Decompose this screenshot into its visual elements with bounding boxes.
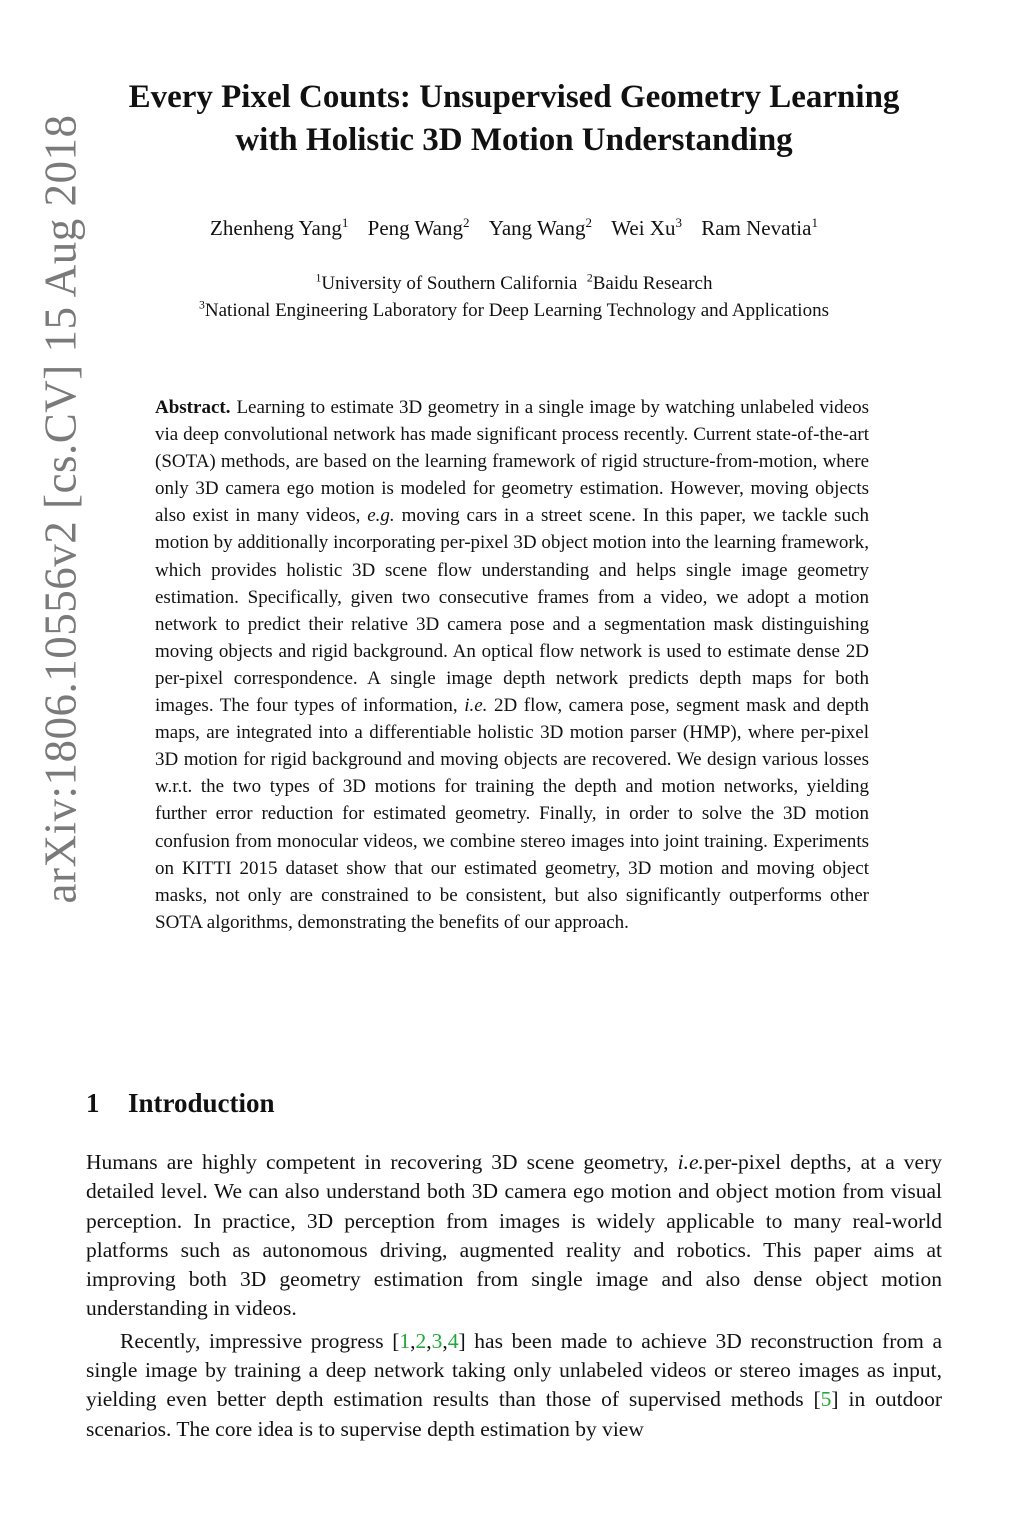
section-number: 1 <box>86 1088 100 1118</box>
author-name: Zhenheng Yang <box>210 216 342 240</box>
intro-paragraph-1 <box>86 1148 942 1324</box>
author-affil-mark: 1 <box>811 214 818 230</box>
author <box>210 216 348 240</box>
citation-link[interactable]: 4 <box>447 1328 459 1353</box>
citation-link[interactable]: 1 <box>399 1328 411 1353</box>
abstract-text: moving cars in a street scene. In this paper, we tackle such motion by additionally incorporating per-pixel 3D object motion into the learning framework, which provides holistic 3D scene flow understanding and helps single image geometry estimation. Specifically, given two consecutive frames from a video, we adopt a motion network to predict their relative 3D camera pose and a segmentation mask distinguishing moving objects and rigid background. An optical flow network is used to estimate dense 2D per-pixel correspondence. A single image depth network predicts depth maps for both images. The four types of information, <box>155 505 869 717</box>
author <box>611 216 682 240</box>
citation-link[interactable]: 2 <box>415 1328 427 1353</box>
author-name: Ram Nevatia <box>701 216 812 240</box>
abstract-text: Learning to estimate 3D geometry in a single image by watching unlabeled videos via deep convolutional network has made significant process recently. Current state-of-the-art (SOTA) methods, are based on the learning framework of rigid structure-from-motion, where only 3D camera ego motion is modeled for geometry estimation. However, moving objects also exist in many videos, <box>155 397 869 527</box>
affil-mark: 1 <box>315 271 322 285</box>
intro-paragraph-2: Recently, impressive progress [1,2,3,4] has been made to achieve 3D reconstruction from a single image by training a deep network taking only unlabeled videos or stereo images as input, yielding even better depth estimation results than those of supervised methods [5] in outdoor scenarios. The core idea is to supervise depth estimation by view <box>86 1328 942 1441</box>
author-list <box>96 216 932 241</box>
intro-text: ] in outdoor scenarios. The core idea is to supervise depth estimation by view <box>86 1387 942 1441</box>
affiliation-line-1 <box>96 270 932 297</box>
section-heading <box>86 1088 942 1119</box>
affiliations <box>96 270 932 324</box>
intro-text: Recently, impressive progress [ <box>120 1328 400 1353</box>
author <box>368 216 470 240</box>
affil-mark: 3 <box>199 298 205 312</box>
author-name: Yang Wang <box>488 216 586 240</box>
author-name: Wei Xu <box>611 216 676 240</box>
title-line-1: Every Pixel Counts: Unsupervised Geometry Learning <box>128 79 900 115</box>
affiliation: National Engineering Laboratory for Deep Learning Technology and Applications <box>204 300 829 321</box>
affiliation-line-2 <box>96 297 932 324</box>
introduction-body <box>86 1148 942 1444</box>
abstract-label: Abstract. <box>155 397 231 418</box>
author-affil-mark: 2 <box>462 214 470 230</box>
abstract-paragraph <box>155 394 869 936</box>
author-affil-mark: 3 <box>675 214 682 230</box>
section-title: Introduction <box>128 1088 275 1118</box>
affiliation: University of Southern California <box>321 273 578 294</box>
abstract-eg: e.g. <box>367 505 395 527</box>
intro-text: Humans are highly competent in recovering 3D scene geometry, <box>86 1150 678 1174</box>
intro-ie: i.e. <box>677 1150 704 1174</box>
author-name: Peng Wang <box>367 216 463 240</box>
citation-link[interactable]: 5 <box>820 1387 832 1412</box>
author <box>701 216 818 240</box>
intro-text: ] has been made to achieve 3D reconstruction from a single image by training a deep network taking only unlabeled videos or stereo images as input, yielding even better depth estimation results than those of supervised methods [ <box>86 1328 942 1412</box>
author <box>489 216 592 240</box>
author-affil-mark: 2 <box>585 214 592 230</box>
paper-title <box>96 76 932 162</box>
abstract-ie: i.e. <box>464 695 488 717</box>
citation-link[interactable]: 3 <box>431 1328 443 1353</box>
arxiv-identifier <box>26 60 94 958</box>
abstract-text: 2D flow, camera pose, segment mask and depth maps, are integrated into a differentiable holistic 3D motion parser (HMP), where per-pixel 3D motion for rigid background and moving objects are recovered. We design various losses w.r.t. the two types of 3D motions for training the depth and motion networks, yielding further error reduction for estimated geometry. Finally, in order to solve the 3D motion confusion from monocular videos, we combine stereo images into joint training. Experiments on KITTI 2015 dataset show that our estimated geometry, 3D motion and moving object masks, not only are constrained to be consistent, but also significantly outperforms other SOTA algorithms, demonstrating the benefits of our approach. <box>155 695 869 933</box>
title-line-2: with Holistic 3D Motion Understanding <box>235 122 793 158</box>
author-affil-mark: 1 <box>341 214 349 230</box>
arxiv-identifier-text: arXiv:1806.10556v2 [cs.CV] 15 Aug 2018 <box>35 114 86 904</box>
abstract <box>155 394 869 936</box>
affiliation: Baidu Research <box>592 273 713 294</box>
intro-text: per-pixel depths, at a very detailed level. We can also understand both 3D camera ego motion and object motion from visual perception. In practice, 3D perception from images is widely applicable to many real-world platforms such as autonomous driving, augmented reality and robotics. This paper aims at improving both 3D geometry estimation from single image and also dense object motion understanding in videos. <box>86 1150 942 1321</box>
affil-mark: 2 <box>586 271 593 285</box>
